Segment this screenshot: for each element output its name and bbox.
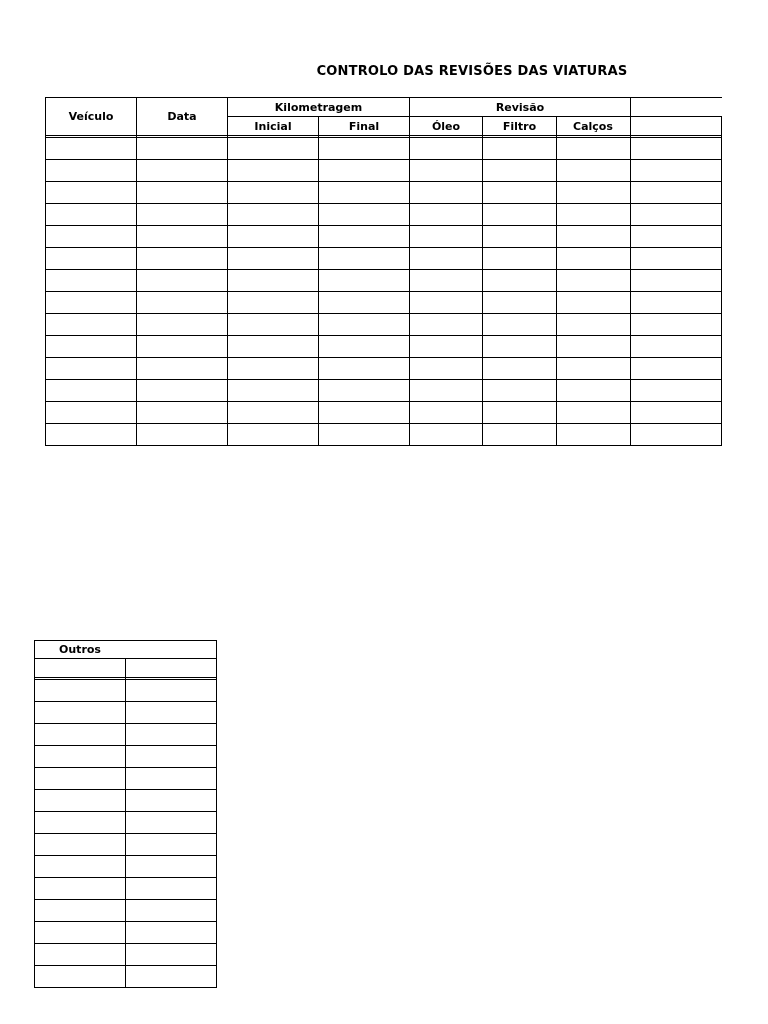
header-revision: Revisão — [410, 98, 631, 117]
page-title: CONTROLO DAS REVISÕES DAS VIATURAS — [316, 64, 628, 79]
other-table-cell[interactable] — [35, 878, 126, 900]
revision-table-cell[interactable] — [46, 204, 137, 226]
revision-table-cell[interactable] — [137, 292, 228, 314]
other-subheader-2 — [126, 659, 217, 678]
revision-table-cell[interactable] — [228, 292, 319, 314]
other-table-row — [35, 922, 217, 944]
other-table-cell[interactable] — [35, 834, 126, 856]
other-table-cell[interactable] — [126, 724, 217, 746]
revision-table-cell[interactable] — [483, 182, 557, 204]
other-table-cell[interactable] — [126, 768, 217, 790]
other-table-cell[interactable] — [35, 702, 126, 724]
revision-table-cell[interactable] — [483, 380, 557, 402]
revision-table-cell[interactable] — [46, 424, 137, 446]
other-table-row — [35, 812, 217, 834]
revision-table-row — [46, 336, 722, 358]
revision-table-cell[interactable] — [228, 424, 319, 446]
revision-table-cell[interactable] — [319, 380, 410, 402]
other-table-cell[interactable] — [126, 834, 217, 856]
other-table-cell[interactable] — [126, 790, 217, 812]
revision-table-cell[interactable] — [319, 160, 410, 182]
other-table-cell[interactable] — [35, 966, 126, 988]
revision-table-cell[interactable] — [410, 358, 483, 380]
other-table-row — [35, 768, 217, 790]
revision-table-cell[interactable] — [631, 270, 722, 292]
other-table-cell[interactable] — [126, 812, 217, 834]
revision-table-cell[interactable] — [137, 138, 228, 160]
revision-table-cell[interactable] — [557, 138, 631, 160]
revision-table-cell[interactable] — [557, 248, 631, 270]
other-table-cell[interactable] — [126, 878, 217, 900]
header-date: Data — [137, 98, 228, 136]
revision-table-cell[interactable] — [557, 270, 631, 292]
revision-table-cell[interactable] — [483, 204, 557, 226]
other-table-cell[interactable] — [126, 922, 217, 944]
other-table-cell[interactable] — [126, 746, 217, 768]
revision-table-row — [46, 226, 722, 248]
revision-table-cell[interactable] — [319, 402, 410, 424]
revision-table-cell[interactable] — [483, 248, 557, 270]
revision-table-cell[interactable] — [557, 182, 631, 204]
revision-table-cell[interactable] — [410, 204, 483, 226]
revision-table-cell[interactable] — [319, 226, 410, 248]
other-table-row — [35, 702, 217, 724]
revision-table-cell[interactable] — [631, 380, 722, 402]
other-subheader-1 — [35, 659, 126, 678]
revision-table-cell[interactable] — [228, 248, 319, 270]
revision-table-cell[interactable] — [410, 314, 483, 336]
revision-table-cell[interactable] — [228, 204, 319, 226]
revision-table-cell[interactable] — [483, 160, 557, 182]
revision-table-row — [46, 292, 722, 314]
revision-table-cell[interactable] — [410, 424, 483, 446]
other-table-cell[interactable] — [35, 900, 126, 922]
revision-table-cell[interactable] — [137, 358, 228, 380]
revision-table-cell[interactable] — [228, 336, 319, 358]
revision-table-cell[interactable] — [410, 402, 483, 424]
other-table-cell[interactable] — [126, 702, 217, 724]
revision-table-cell[interactable] — [483, 336, 557, 358]
revision-table-cell[interactable] — [137, 160, 228, 182]
other-table-cell[interactable] — [126, 966, 217, 988]
revision-table-cell[interactable] — [137, 248, 228, 270]
revision-table-cell[interactable] — [483, 424, 557, 446]
other-table-cell[interactable] — [35, 746, 126, 768]
revision-table-cell[interactable] — [410, 182, 483, 204]
revision-table-cell[interactable] — [410, 270, 483, 292]
header-filter: Filtro — [483, 117, 557, 136]
revision-table-cell[interactable] — [46, 226, 137, 248]
revision-table-cell[interactable] — [631, 336, 722, 358]
revision-table-cell[interactable] — [483, 402, 557, 424]
revision-table-cell[interactable] — [137, 226, 228, 248]
other-table-row — [35, 680, 217, 702]
revision-table-cell[interactable] — [228, 358, 319, 380]
revision-table-cell[interactable] — [137, 182, 228, 204]
revision-table-cell[interactable] — [319, 204, 410, 226]
revision-table-cell[interactable] — [483, 314, 557, 336]
revision-table-row — [46, 248, 722, 270]
revision-table-cell[interactable] — [631, 160, 722, 182]
other-table-row — [35, 856, 217, 878]
revision-table-cell[interactable] — [631, 182, 722, 204]
revision-table-cell[interactable] — [137, 314, 228, 336]
revision-table-row — [46, 424, 722, 446]
other-table-cell[interactable] — [35, 680, 126, 702]
revision-table-cell[interactable] — [137, 204, 228, 226]
header-km-final: Final — [319, 117, 410, 136]
revision-table-cell[interactable] — [228, 380, 319, 402]
other-table-row — [35, 944, 217, 966]
revision-table-cell[interactable] — [46, 314, 137, 336]
revision-table-cell[interactable] — [631, 424, 722, 446]
other-table-row — [35, 834, 217, 856]
revision-table-cell[interactable] — [631, 358, 722, 380]
revision-table-cell[interactable] — [137, 402, 228, 424]
other-table-cell[interactable] — [35, 856, 126, 878]
revision-table-row — [46, 380, 722, 402]
revision-table-cell[interactable] — [137, 336, 228, 358]
revision-table-cell[interactable] — [228, 270, 319, 292]
revision-table-cell[interactable] — [631, 402, 722, 424]
revision-table-cell[interactable] — [137, 380, 228, 402]
header-kilometrage: Kilometragem — [228, 98, 410, 117]
other-table-cell[interactable] — [35, 790, 126, 812]
other-table-cell[interactable] — [35, 944, 126, 966]
revision-table-cell[interactable] — [631, 204, 722, 226]
revision-table-cell[interactable] — [483, 226, 557, 248]
revision-table-cell[interactable] — [137, 270, 228, 292]
other-table-cell[interactable] — [35, 922, 126, 944]
revision-table-cell[interactable] — [410, 226, 483, 248]
revision-table-cell[interactable] — [228, 402, 319, 424]
revision-table-cell[interactable] — [319, 248, 410, 270]
other-table-row — [35, 746, 217, 768]
revision-table-cell[interactable] — [46, 160, 137, 182]
revision-table-cell[interactable] — [228, 160, 319, 182]
revision-table-cell[interactable] — [228, 138, 319, 160]
revision-table-row — [46, 182, 722, 204]
revision-table-cell[interactable] — [137, 424, 228, 446]
revision-table-cell[interactable] — [631, 138, 722, 160]
other-table-row — [35, 900, 217, 922]
revision-table-cell[interactable] — [46, 182, 137, 204]
revision-table-cell[interactable] — [483, 292, 557, 314]
revision-table-cell[interactable] — [46, 292, 137, 314]
other-table-row — [35, 878, 217, 900]
revision-table-cell[interactable] — [483, 270, 557, 292]
revision-table-cell[interactable] — [557, 226, 631, 248]
revision-table-cell[interactable] — [319, 182, 410, 204]
revision-table-cell[interactable] — [410, 248, 483, 270]
revision-table-row — [46, 160, 722, 182]
revision-table-row — [46, 270, 722, 292]
other-table — [34, 640, 217, 988]
other-table-row — [35, 790, 217, 812]
other-table-cell[interactable] — [126, 680, 217, 702]
revision-table-cell[interactable] — [557, 402, 631, 424]
revision-table-cell[interactable] — [631, 248, 722, 270]
revision-table-cell[interactable] — [46, 336, 137, 358]
revision-table-cell[interactable] — [631, 292, 722, 314]
other-table-cell[interactable] — [35, 812, 126, 834]
revision-table-cell[interactable] — [557, 292, 631, 314]
revision-table-cell[interactable] — [557, 160, 631, 182]
revision-table-cell[interactable] — [557, 336, 631, 358]
other-table-cell[interactable] — [126, 900, 217, 922]
revision-table-cell[interactable] — [410, 380, 483, 402]
revision-table-cell[interactable] — [631, 226, 722, 248]
header-extra — [631, 98, 722, 117]
revision-table-cell[interactable] — [631, 314, 722, 336]
revision-table-row — [46, 358, 722, 380]
revision-table-row — [46, 138, 722, 160]
revision-table-cell[interactable] — [410, 336, 483, 358]
vehicle-revision-table — [45, 97, 722, 446]
revision-table-cell[interactable] — [410, 292, 483, 314]
other-table-row — [35, 724, 217, 746]
revision-table-cell[interactable] — [410, 138, 483, 160]
revision-table-cell[interactable] — [46, 138, 137, 160]
revision-table-cell[interactable] — [319, 424, 410, 446]
other-table-cell[interactable] — [35, 768, 126, 790]
other-table-cell[interactable] — [126, 944, 217, 966]
revision-table-cell[interactable] — [557, 380, 631, 402]
other-table-row — [35, 966, 217, 988]
revision-table-cell[interactable] — [319, 358, 410, 380]
revision-table-cell[interactable] — [483, 358, 557, 380]
revision-table-cell[interactable] — [483, 138, 557, 160]
header-oil: Óleo — [410, 117, 483, 136]
revision-table-cell[interactable] — [557, 204, 631, 226]
header-extra-sub — [631, 117, 722, 136]
revision-table-cell[interactable] — [410, 160, 483, 182]
header-km-initial: Inicial — [228, 117, 319, 136]
revision-table-cell[interactable] — [319, 138, 410, 160]
revision-table-cell[interactable] — [46, 358, 137, 380]
revision-table-cell[interactable] — [557, 424, 631, 446]
revision-table-cell[interactable] — [46, 248, 137, 270]
header-vehicle: Veículo — [46, 98, 137, 136]
other-caption: Outros — [35, 641, 217, 659]
revision-table-row — [46, 314, 722, 336]
revision-table-row — [46, 204, 722, 226]
revision-table-cell[interactable] — [46, 270, 137, 292]
header-pads: Calços — [557, 117, 631, 136]
revision-table-cell[interactable] — [319, 336, 410, 358]
revision-table-cell[interactable] — [228, 182, 319, 204]
revision-table-cell[interactable] — [46, 380, 137, 402]
revision-table-cell[interactable] — [319, 270, 410, 292]
revision-table-cell[interactable] — [319, 292, 410, 314]
revision-table-row — [46, 402, 722, 424]
revision-table-cell[interactable] — [228, 226, 319, 248]
revision-table-cell[interactable] — [228, 314, 319, 336]
revision-table-cell[interactable] — [557, 358, 631, 380]
revision-table-cell[interactable] — [557, 314, 631, 336]
other-table-cell[interactable] — [126, 856, 217, 878]
other-table-cell[interactable] — [35, 724, 126, 746]
revision-table-cell[interactable] — [319, 314, 410, 336]
revision-table-cell[interactable] — [46, 402, 137, 424]
